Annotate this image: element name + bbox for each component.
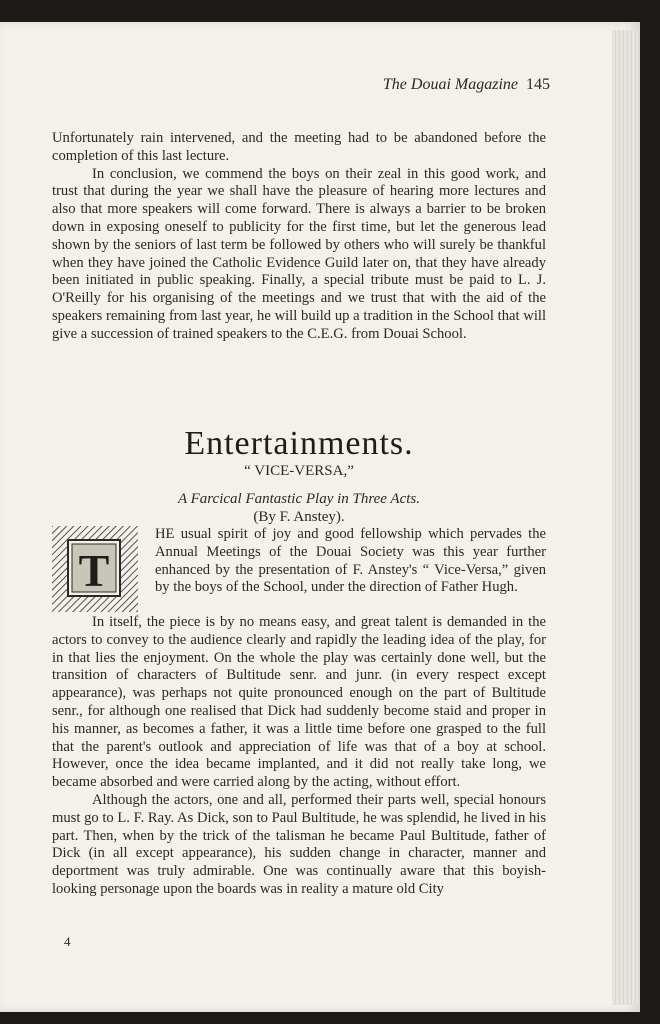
play-title: “ VICE-VERSA,” [244,463,354,479]
magazine-title: The Douai Magazine [382,76,518,93]
play-subtitle: A Farcical Fantastic Play in Three Acts. [177,491,421,507]
paragraph: In itself, the piece is by no means easy, and great talent is demanded in the actors to convey to the audience clearly and rapidly the leading idea of the play, for in that lies the enjoyment. On the whole the play was certainly done well, but the transition of characters of Bultitude senr. and junr. (in every respect except appearance), was perhaps not quite pronounced enough on the part of Bultitude senr., for although one realised that Dick had suddenly become staid and proper in his manner, as becomes a father, it was a little time before one grasped to the full that the parent's outlook and appreciation of life was that of a boy at school. However, once the idea became implanted, and it did not really take long, we became absorbed and were carried along by the acting, without effort. [52,614,546,791]
section-title: Entertainments. [184,425,414,462]
decorated-initial-icon [52,526,138,612]
page-edge-stack [612,30,638,1005]
signature-mark: 4 [64,934,71,949]
paragraph: Unfortunately rain intervened, and the meeting had to be abandoned before the completion of this last lecture. [52,130,546,164]
opening-paragraph: HE usual spirit of joy and good fellowship which pervades the Annual Meetings of the Douai Society was this year further enhanced by the presentation of F. Anstey's “ Vice-Versa,” given by the boys of the School, under the direction of Father Hugh. [155,526,546,596]
paragraph: Although the actors, one and all, performed their parts well, special honours must go to L. F. Ray. As Dick, son to Paul Bultitude, he was splendid, he lived in his part. Then, when by the trick of the talisman he became Paul Bultitude, father of Dick (in all except appearance), his sudden change in character, manner and deportment was truly admirable. One was continually aware that this boyish-looking personage upon the boards was in reality a mature old City [52,791,546,897]
paragraph: In conclusion, we commend the boys on their zeal in this good work, and trust that during the year we shall have the pleasure of hearing more lectures and also that more speakers will come forward. There is always a barrier to be broken down in exposing oneself to publicity for the first time, but let the generous lead shown by the seniors of last term be followed by others who will surely be thankful when they have joined the Catholic Evidence Guild later on, that they have already been initiated in public speaking. Finally, a special tribute must be paid to L. J. O'Reilly for his organising of the meetings and we trust that with the aid of the speakers remaining from last year, he will build up a tradition in the School that will give a succession of trained speakers to the C.E.G. from Douai School. [52,165,546,342]
body-text [52,614,546,899]
page-number: 145 [526,76,550,93]
intro-text [52,130,546,344]
running-header [358,76,550,94]
play-author: (By F. Anstey). [253,509,345,525]
dropcap-letter: T [78,545,110,596]
